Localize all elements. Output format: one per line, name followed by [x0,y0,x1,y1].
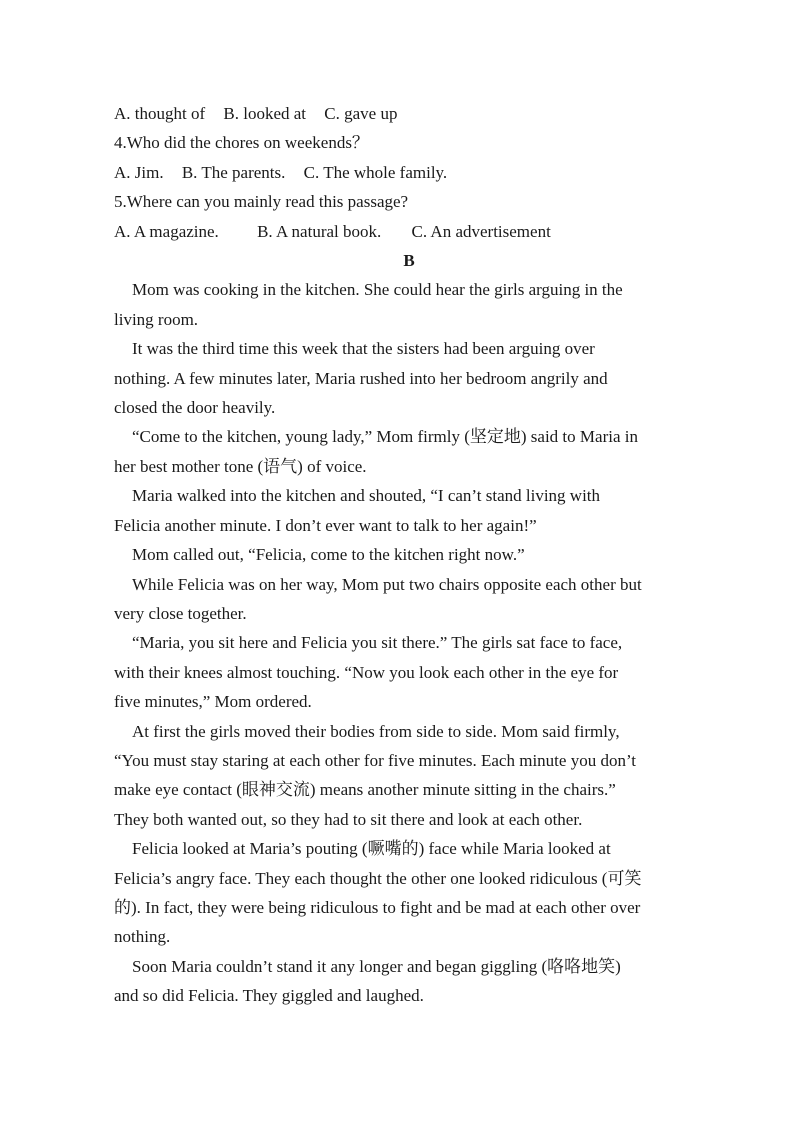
paragraph [114,275,704,334]
option-c: C. An advertisement [411,221,551,241]
option-c: C. The whole family. [303,162,448,182]
option-a: A. thought of [114,104,206,123]
paragraph-line: Mom called out, “Felicia, come to the kitchen right now.” [132,545,525,565]
option-b: B. The parents. [181,162,286,182]
paragraph-line: make eye contact (眼神交流) means another minute sitting in the chairs.” [114,780,616,800]
paragraph-line: They both wanted out, so they had to sit there and look at each other. [114,809,583,829]
paragraph [114,952,704,1011]
question-4: 4.Who did the chores on weekends？ [114,133,369,153]
paragraph [114,540,704,569]
paragraph-line: Maria walked into the kitchen and shouted, “I can’t stand living with [132,486,601,506]
option-c: C. gave up [324,104,398,123]
paragraph [114,570,704,629]
option-b: B. A natural book. [257,221,382,241]
paragraph-line: Felicia another minute. I don’t ever want to talk to her again!” [114,515,537,535]
paragraph-line: nothing. A few minutes later, Maria rushed into her bedroom angrily and [114,368,608,388]
question-5-options [114,217,704,246]
document-page [114,99,704,1011]
paragraph-line: five minutes,” Mom ordered. [114,692,312,712]
paragraph-line: her best mother tone (语气) of voice. [114,456,367,476]
paragraph-line: 的). In fact, they were being ridiculous to fight and be mad at each other over [114,897,641,917]
paragraph-line: At first the girls moved their bodies from side to side. Mom said firmly, [132,721,620,741]
paragraph-line: living room. [114,309,199,329]
paragraph-line: Felicia looked at Maria’s pouting (噘嘴的) face while Maria looked at [132,839,611,859]
paragraph-line: with their knees almost touching. “Now you look each other in the eye for [114,662,619,682]
paragraph-line: very close together. [114,603,247,623]
paragraph-line: Felicia’s angry face. They each thought the other one looked ridiculous (可笑 [114,868,642,888]
question-3-options [114,99,704,128]
paragraph [114,481,704,540]
paragraph-line: While Felicia was on her way, Mom put two chairs opposite each other but [132,574,642,594]
paragraph [114,422,704,481]
paragraph [114,628,704,716]
paragraph-line: closed the door heavily. [114,398,276,418]
option-a: A. Jim. [114,162,164,182]
paragraph-line: It was the third time this week that the sisters had been arguing over [132,339,595,359]
paragraph-line: and so did Felicia. They giggled and laughed. [114,986,424,1006]
question-4-options [114,158,704,187]
paragraph-line: “Come to the kitchen, young lady,” Mom firmly (坚定地) said to Maria in [132,427,638,447]
paragraph [114,334,704,422]
section-heading: B [403,251,415,271]
reading-passage [114,275,704,1010]
question-5: 5.Where can you mainly read this passage? [114,192,409,212]
option-a: A. A magazine. [114,221,219,241]
paragraph-line: Soon Maria couldn’t stand it any longer and began giggling (咯咯地笑) [132,956,621,976]
option-b: B. looked at [223,104,307,123]
paragraph [114,834,704,952]
paragraph-line: nothing. [114,927,171,947]
paragraph-line: Mom was cooking in the kitchen. She could hear the girls arguing in the [132,280,623,300]
paragraph [114,717,704,835]
paragraph-line: “You must stay staring at each other for five minutes. Each minute you don’t [114,750,637,770]
paragraph-line: “Maria, you sit here and Felicia you sit there.” The girls sat face to face, [132,633,623,653]
